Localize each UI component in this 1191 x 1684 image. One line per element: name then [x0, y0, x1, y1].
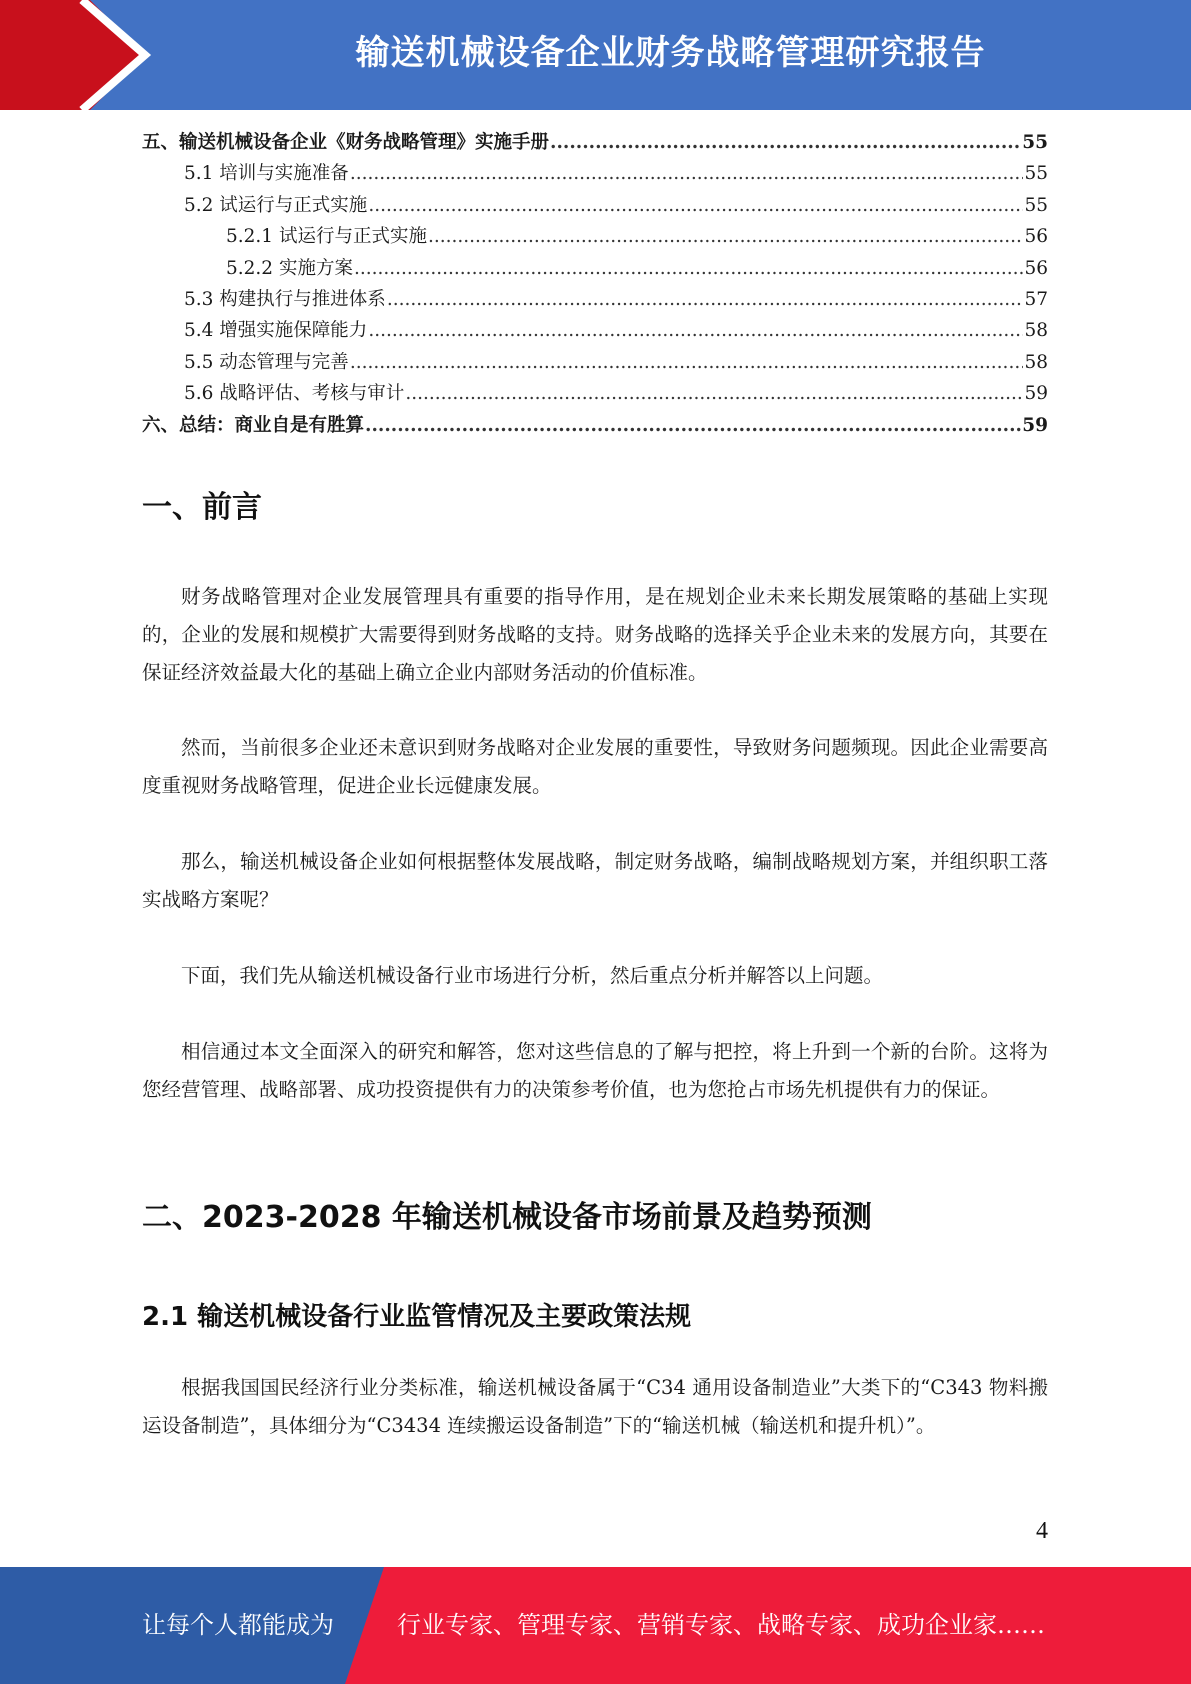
toc-entry-page: 58 [1024, 351, 1048, 373]
toc-entry[interactable] [142, 316, 1048, 347]
toc-dot-leader [428, 226, 1023, 247]
report-title: 输送机械设备企业财务战略管理研究报告 [355, 33, 986, 73]
toc-entry[interactable] [142, 285, 1048, 316]
subsection-heading-regulation: 2.1 输送机械设备行业监管情况及主要政策法规 [142, 1302, 692, 1332]
toc-entry[interactable] [142, 159, 1048, 190]
toc-dot-leader [354, 258, 1024, 279]
toc-dot-leader [387, 289, 1024, 310]
toc-entry-page: 56 [1024, 257, 1048, 279]
paragraph: 下面，我们先从输送机械设备行业市场进行分析，然后重点分析并解答以上问题。 [181, 964, 884, 987]
paragraph: 财务战略管理对企业发展管理具有重要的指导作用，是在规划企业未来长期发展策略的基础上实现的，企业的发展和规模扩大需要得到财务战略的支持。财务战略的选择关乎企业未来的发展方向，其要在保证经济效益最大化的基础上确立企业内部财务活动的价值标准。 [142, 585, 1048, 684]
toc-entry-page: 59 [1022, 414, 1048, 436]
section-heading-market-outlook: 二、2023-2028 年输送机械设备市场前景及趋势预测 [142, 1200, 872, 1235]
footer-banner [0, 1567, 1191, 1684]
paragraph: 那么，输送机械设备企业如何根据整体发展战略，制定财务战略，编制战略规划方案，并组织职工落实战略方案呢？ [142, 850, 1048, 911]
toc-entry-page: 55 [1024, 163, 1048, 185]
toc-entry[interactable] [142, 191, 1048, 222]
toc-entry[interactable] [142, 379, 1048, 410]
toc-entry-title: 5.2.1 试运行与正式实施 [226, 226, 427, 248]
toc-entry-title: 五、输送机械设备企业《财务战略管理》实施手册 [142, 132, 550, 153]
chevron-arrow-icon [0, 0, 160, 110]
footer-slogan-left: 让每个人都能成为 [142, 1611, 334, 1639]
paragraph: 相信通过本文全面深入的研究和解答，您对这些信息的了解与把控，将上升到一个新的台阶。这将为您经营管理、战略部署、成功投资提供有力的决策参考价值，也为您抢占市场先机提供有力的保证。 [142, 1040, 1048, 1101]
toc-entry-title: 5.5 动态管理与完善 [184, 351, 349, 373]
toc-dot-leader [405, 383, 1023, 404]
paragraph: 然而，当前很多企业还未意识到财务战略对企业发展的重要性，导致财务问题频现。因此企业需要高度重视财务战略管理，促进企业长远健康发展。 [142, 736, 1048, 797]
section-heading-preface: 一、前言 [142, 490, 262, 525]
toc-entry-page: 57 [1024, 288, 1048, 310]
toc-dot-leader [350, 352, 1024, 373]
toc-entry-title: 六、总结：商业自是有胜算 [142, 414, 365, 436]
toc-entry-page: 58 [1024, 320, 1048, 342]
toc-entry-page: 55 [1022, 132, 1048, 153]
table-of-contents [142, 128, 1048, 442]
toc-entry-page: 59 [1024, 383, 1048, 405]
toc-entry-page: 56 [1024, 226, 1048, 248]
toc-entry-title: 5.6 战略评估、考核与审计 [184, 383, 405, 405]
toc-entry-page: 55 [1024, 194, 1048, 216]
toc-entry[interactable] [142, 128, 1048, 159]
paragraph: 根据我国国民经济行业分类标准，输送机械设备属于“C34 通用设备制造业”大类下的“C343 物料搬运设备制造”，具体细分为“C3434 连续搬运设备制造”下的“输送机械（输送机和提升机）”。 [142, 1376, 1048, 1437]
toc-dot-leader [550, 132, 1021, 153]
page-number: 4 [1036, 1518, 1048, 1544]
toc-dot-leader [368, 195, 1023, 216]
toc-entry[interactable] [142, 222, 1048, 253]
toc-entry-title: 5.3 构建执行与推进体系 [184, 288, 386, 310]
toc-entry-title: 5.2.2 实施方案 [226, 257, 353, 279]
toc-dot-leader [350, 163, 1024, 184]
toc-entry-title: 5.2 试运行与正式实施 [184, 194, 368, 216]
header-banner [0, 0, 1191, 110]
toc-dot-leader [365, 415, 1021, 436]
footer-slogan-right: 行业专家、管理专家、营销专家、战略专家、成功企业家…… [397, 1611, 1045, 1639]
toc-dot-leader [368, 320, 1023, 341]
toc-entry-title: 5.4 增强实施保障能力 [184, 320, 368, 342]
toc-entry-title: 5.1 培训与实施准备 [184, 163, 349, 185]
toc-entry[interactable] [142, 348, 1048, 379]
toc-entry[interactable] [142, 254, 1048, 285]
toc-entry[interactable] [142, 411, 1048, 442]
